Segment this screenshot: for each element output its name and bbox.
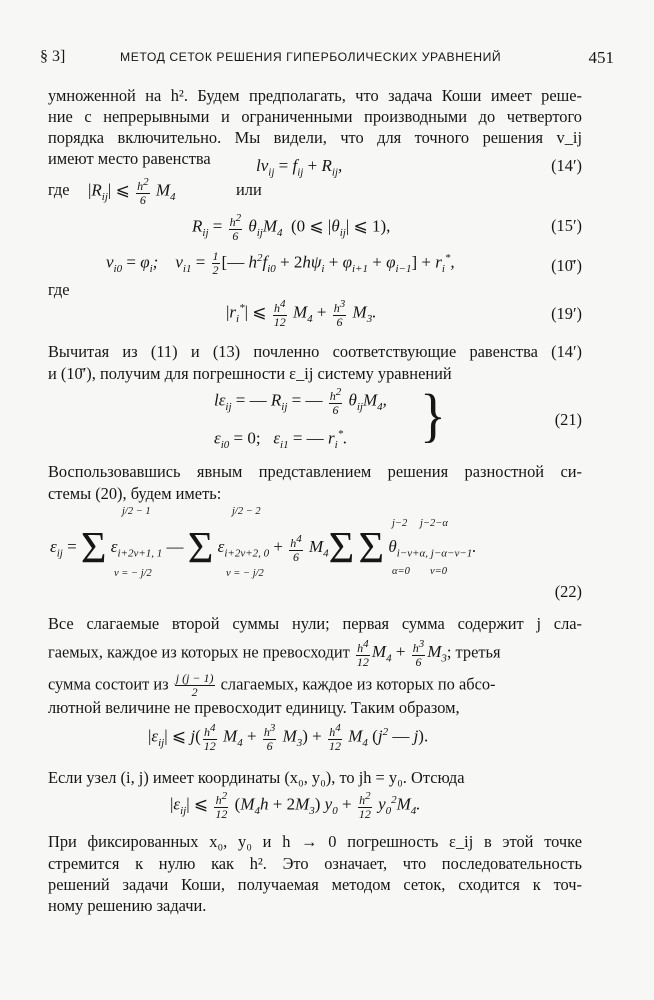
page-number: 451	[588, 48, 614, 67]
equation-22-formula: $\varepsilon_{ij} = \Sigma$ $\varepsilon_{i+2\nu+1, 1}$ — Σ $\varepsilon_{i+2\nu+2, 0}$ + $\frac{h^4}{6}$ $M_4\Sigma$ Σ $\theta_{i-\nu+\alpha, j-\alpha-\nu-1}$.	[50, 523, 477, 572]
text-line: Вычитая из (11) и (13) почленно соответствующие равенства (14′)	[48, 342, 582, 361]
inequality-R: $|R_{ij}|$ ⩽ $\frac{h^2}{6}$ $M_4$	[88, 176, 176, 207]
right-brace: }	[420, 382, 446, 448]
sum-upper-limit: j/2 − 1	[122, 506, 151, 517]
text-line: стемы (20), будем иметь:	[48, 484, 222, 503]
text-fragment: ; третья	[446, 642, 501, 662]
equation-21-line1: $l\varepsilon_{ij}$ = — $R_{ij}$ = — $\frac{h^2}{6}$ $\theta_{ij}M_4$,	[214, 386, 387, 417]
equation-number-21: (21)	[554, 410, 582, 429]
text-line	[48, 672, 582, 699]
inequality-formula: $|\varepsilon_{ij}|$ ⩽ j( $\frac{h^4}{12}$ $M_4$ + $\frac{h^3}{6}$ $M_3$) + $\frac{h^4}{12}$ $M_4$ ($j^2$ — j).	[148, 722, 429, 753]
text-word: где	[48, 280, 70, 299]
text-line: порядка включительно. Мы видели, что для точного решения v_ij	[48, 128, 582, 147]
final-bound-formula: $|\varepsilon_{ij}|$ ⩽ $\frac{h^2}{12}$ $(M_4h + 2M_3) y_0$ + $\frac{h^2}{12}$ $y_0^2M_4$.	[170, 790, 421, 821]
sum-lower-limit: ν = − j/2	[226, 568, 264, 579]
text-line: ному решению задачи.	[48, 896, 207, 915]
text-line: Все слагаемые второй суммы нули; первая сумма содержит j сла-	[48, 614, 582, 633]
text-line: ние с непрерывными и ограниченными производными до четвертого	[48, 107, 582, 126]
sum-upper-limit: j−2−α	[420, 518, 448, 529]
sum-lower-limit: α=0	[392, 566, 410, 577]
section-number: § 3]	[40, 48, 66, 65]
text-word: или	[236, 180, 262, 199]
inline-formula: $\frac{j (j - 1)}{2}$	[175, 671, 214, 699]
equation-number-22: (22)	[554, 582, 582, 601]
text-fragment: сумма состоит из	[48, 674, 169, 694]
running-header	[40, 48, 614, 72]
sum-lower-limit: ν=0	[430, 566, 447, 577]
text-line: имеют место равенства	[48, 149, 211, 168]
sum-upper-limit: j/2 − 2	[232, 506, 261, 517]
text-line: умноженной на h². Будем предполагать, что задача Коши имеет реше-	[48, 86, 582, 105]
equation-19-formula: $|r_i^*|$ ⩽ $\frac{h^4}{12}$ $M_4$ + $\frac{h^3}{6}$ $M_3$.	[226, 298, 377, 329]
text-line: Если узел (i, j) имеет координаты (x₀, y₀), то jh = y₀. Отсюда	[48, 768, 465, 787]
running-title: МЕТОД СЕТОК РЕШЕНИЯ ГИПЕРБОЛИЧЕСКИХ УРАВНЕНИЙ	[120, 50, 502, 64]
text-line: Воспользовавшись явным представлением решения разностной си-	[48, 462, 582, 481]
text-line: лютной величине не превосходит единицу. Таким образом,	[48, 698, 460, 717]
text-line: решений задачи Коши, получаемая методом сеток, сходится к точ-	[48, 875, 582, 894]
inline-formula: $\frac{h^4}{12}$ $M_4$ + $\frac{h^3}{6}$ $M_3$	[356, 638, 447, 669]
sum-upper-limit: j−2	[392, 518, 408, 529]
equation-number-15: (15′)	[551, 216, 582, 235]
text-line: При фиксированных x₀, y₀ и h → 0 погрешность ε_ij в этой точке	[48, 832, 582, 851]
sum-lower-limit: ν = − j/2	[114, 568, 152, 579]
text-fragment: слагаемых, каждое из которых по абсо-	[220, 674, 496, 694]
text-word: где	[48, 180, 70, 199]
equation-21-line2: $\varepsilon_{i0} = 0$; $\varepsilon_{i1}$ = — $r_i^*$.	[214, 428, 348, 452]
text-fragment: гаемых, каждое из которых не превосходит	[48, 642, 350, 662]
equation-number-19: (19′)	[551, 304, 582, 323]
text-line: стремится к нулю как h². Это означает, что последовательность	[48, 854, 582, 873]
text-line: и (10̄′), получим для погрешности ε_ij систему уравнений	[48, 364, 452, 383]
equation-number-14: (14′)	[551, 156, 582, 175]
equation-14-formula: $lv_{ij} = f_{ij} + R_{ij}$,	[256, 156, 343, 179]
text-line	[48, 638, 582, 669]
equation-10-formula: $v_{i0} = \varphi_i$; $v_{i1}$ = $\frac{1}{2}$ [— $h^2f_{i0} + 2h\psi_i + \varphi_{i+1} + \varphi_{i-1}] + r_i^*$,	[106, 249, 455, 277]
equation-15-formula: $R_{ij}$ = $\frac{h^2}{6}$ $\theta_{ij}M_4$ (0 ⩽ $|\theta_{ij}|$ ⩽ 1),	[192, 212, 391, 243]
equation-number-10: (10̄′)	[551, 256, 582, 275]
